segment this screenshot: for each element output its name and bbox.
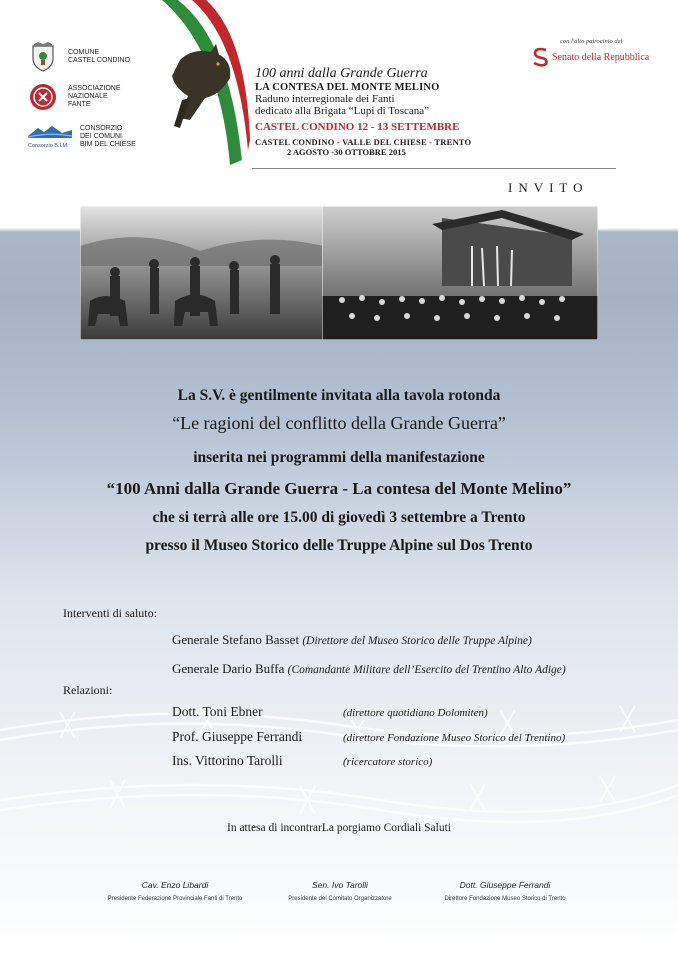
- wolf-icon: [172, 44, 230, 128]
- signature: Dott. Giuseppe Ferrandi Direttore Fondazione Museo Storico di Trento: [444, 880, 566, 902]
- reports-label: Relazioni:: [63, 683, 113, 697]
- report-speaker-name: Ins. Vittorino Tarolli: [172, 753, 283, 768]
- report-speaker-role: (direttore quotidiano Dolomiten): [343, 707, 488, 719]
- intro-line-4: “100 Anni dalla Grande Guerra - La contesa del Monte Melino”: [106, 479, 572, 498]
- intro-line-2: “Le ragioni del conflitto della Grande Guerra”: [172, 413, 506, 433]
- historic-photo-barracks: [322, 206, 598, 340]
- patronage: con l'alto patrocinio del Senato della Repubblica: [530, 38, 649, 67]
- coat-of-arms-icon: [28, 42, 58, 72]
- report-speaker-role: (direttore Fondazione Museo Storico del Trentino): [343, 732, 566, 744]
- event-subtitle: LA CONTESA DEL MONTE MELINO: [255, 82, 440, 93]
- event-title-block: [255, 66, 495, 157]
- invito-heading: INVITO: [508, 180, 589, 195]
- event-place: CASTEL CONDINO - VALLE DEL CHIESE - TRENTO: [255, 137, 472, 147]
- event-line1: Raduno interregionale dei Fanti: [255, 93, 395, 105]
- intro-line-6: presso il Museo Storico delle Truppe Alpine sul Dos Trento: [145, 537, 533, 554]
- greeting-item: Generale Stefano Basset (Direttore del Museo Storico delle Truppe Alpine): [172, 632, 532, 647]
- intro-line-1: La S.V. è gentilmente invitata alla tavola rotonda: [177, 387, 501, 404]
- sponsor-name: CONSORZIO DEI COMUNI BIM DEL CHIESE: [80, 124, 136, 148]
- sponsor-comune: [28, 42, 130, 72]
- report-speaker-name: Prof. Giuseppe Ferrandi: [172, 729, 303, 744]
- signature: Cav. Enzo Libardi Presidente Federazione Provinciale Fanti di Trento: [107, 880, 243, 902]
- event-line2: dedicato alla Brigata “Lupi di Toscana”: [255, 105, 430, 117]
- greetings-label: Interventi di saluto:: [63, 606, 157, 620]
- intro-line-3: inserita nei programmi della manifestazione: [193, 449, 485, 466]
- report-speaker-role: (ricercatore storico): [343, 756, 433, 768]
- flag-ribbon-emblem: [150, 0, 250, 175]
- greeting-item: Generale Dario Buffa (Comandante Militare dell’Esercito del Trentino Alto Adige): [172, 661, 566, 676]
- divider: [252, 168, 616, 169]
- event-title: 100 anni dalla Grande Guerra: [255, 66, 428, 81]
- barbed-wire-decoration: [0, 690, 678, 870]
- sponsor-anf: [28, 82, 121, 112]
- sponsor-name: COMUNE CASTEL CONDINO: [68, 49, 130, 64]
- sponsor-bim: [28, 124, 136, 149]
- senate-seal-icon: [530, 47, 552, 67]
- sponsor-name: ASSOCIAZIONE NAZIONALE FANTE: [68, 85, 121, 108]
- closing-greeting: In attesa di incontrarLa porgiamo Cordiali Saluti: [227, 822, 451, 834]
- event-dates: CASTEL CONDINO 12 - 13 SETTEMBRE: [255, 121, 460, 133]
- signature: Sen. Ivo Tarolli Presidente del Comitato Organizzatore: [288, 880, 392, 902]
- event-period: 2 AGOSTO -30 OTTOBRE 2015: [287, 147, 406, 157]
- report-speaker-name: Dott. Toni Ebner: [172, 704, 263, 719]
- intro-line-5: che si terrà alle ore 15.00 di giovedì 3 settembre a Trento: [152, 509, 526, 526]
- historic-photo-soldiers: [80, 206, 324, 340]
- consorzio-bim-logo: Consorzio B.I.M.: [28, 124, 74, 149]
- anf-emblem-icon: [28, 82, 58, 112]
